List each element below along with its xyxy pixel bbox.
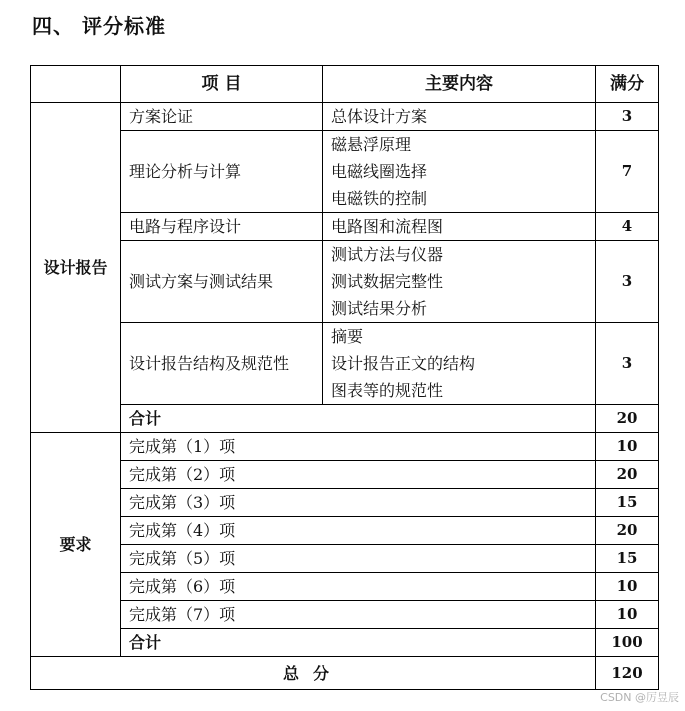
category-design-report: 设计报告 — [31, 103, 121, 433]
row-item: 完成第（7）项 — [121, 601, 596, 629]
row-score: 3 — [596, 241, 659, 323]
row-item: 完成第（5）项 — [121, 545, 596, 573]
category-requirements: 要求 — [31, 433, 121, 657]
total-score: 120 — [596, 657, 659, 690]
table-row — [31, 323, 659, 405]
row-item: 完成第（6）项 — [121, 573, 596, 601]
row-score: 10 — [596, 573, 659, 601]
table-row — [31, 461, 659, 489]
row-item: 电路与程序设计 — [121, 213, 323, 241]
row-score: 3 — [596, 323, 659, 405]
table-row — [31, 131, 659, 213]
row-score: 20 — [596, 517, 659, 545]
table-row — [31, 545, 659, 573]
content-line: 电磁铁的控制 — [331, 189, 428, 208]
header-content: 主要内容 — [323, 66, 596, 103]
content-line: 电路图和流程图 — [331, 217, 444, 236]
header-item: 项 目 — [121, 66, 323, 103]
row-score: 10 — [596, 601, 659, 629]
table-row — [31, 517, 659, 545]
subtotal-row — [31, 629, 659, 657]
row-content — [323, 241, 596, 323]
row-content — [323, 213, 596, 241]
row-score: 3 — [596, 103, 659, 131]
subtotal-label: 合计 — [121, 405, 596, 433]
row-content — [323, 103, 596, 131]
header-score: 满分 — [596, 66, 659, 103]
content-line: 摘要 — [331, 327, 364, 346]
row-score: 15 — [596, 489, 659, 517]
table-row — [31, 433, 659, 461]
subtotal-score: 100 — [596, 629, 659, 657]
content-line: 磁悬浮原理 — [331, 135, 412, 154]
section-title: 四、 评分标准 — [32, 14, 166, 38]
row-content — [323, 323, 596, 405]
content-line: 测试方法与仪器 — [331, 245, 444, 264]
subtotal-row — [31, 405, 659, 433]
content-line: 测试结果分析 — [331, 299, 428, 318]
row-score: 20 — [596, 461, 659, 489]
watermark: CSDN @厉昱辰 — [600, 691, 679, 704]
header-category — [31, 66, 121, 103]
row-score: 10 — [596, 433, 659, 461]
table-row — [31, 601, 659, 629]
table-row — [31, 573, 659, 601]
table-row — [31, 489, 659, 517]
row-item: 完成第（3）项 — [121, 489, 596, 517]
row-score: 4 — [596, 213, 659, 241]
table-row — [31, 213, 659, 241]
header-row — [31, 66, 659, 103]
content-line: 图表等的规范性 — [331, 381, 444, 400]
row-score: 7 — [596, 131, 659, 213]
total-row — [31, 657, 659, 690]
row-item: 完成第（1）项 — [121, 433, 596, 461]
total-label: 总分 — [31, 657, 596, 690]
content-line: 电磁线圈选择 — [331, 162, 428, 181]
row-score: 15 — [596, 545, 659, 573]
subtotal-score: 20 — [596, 405, 659, 433]
row-item: 测试方案与测试结果 — [121, 241, 323, 323]
row-item: 完成第（2）项 — [121, 461, 596, 489]
row-item: 方案论证 — [121, 103, 323, 131]
row-item: 理论分析与计算 — [121, 131, 323, 213]
content-line: 测试数据完整性 — [331, 272, 444, 291]
subtotal-label: 合计 — [121, 629, 596, 657]
row-content — [323, 131, 596, 213]
table-row — [31, 241, 659, 323]
row-item: 完成第（4）项 — [121, 517, 596, 545]
content-line: 设计报告正文的结构 — [331, 354, 476, 373]
table-row — [31, 103, 659, 131]
scoring-table — [30, 65, 659, 690]
content-line: 总体设计方案 — [331, 107, 428, 126]
row-item: 设计报告结构及规范性 — [121, 323, 323, 405]
